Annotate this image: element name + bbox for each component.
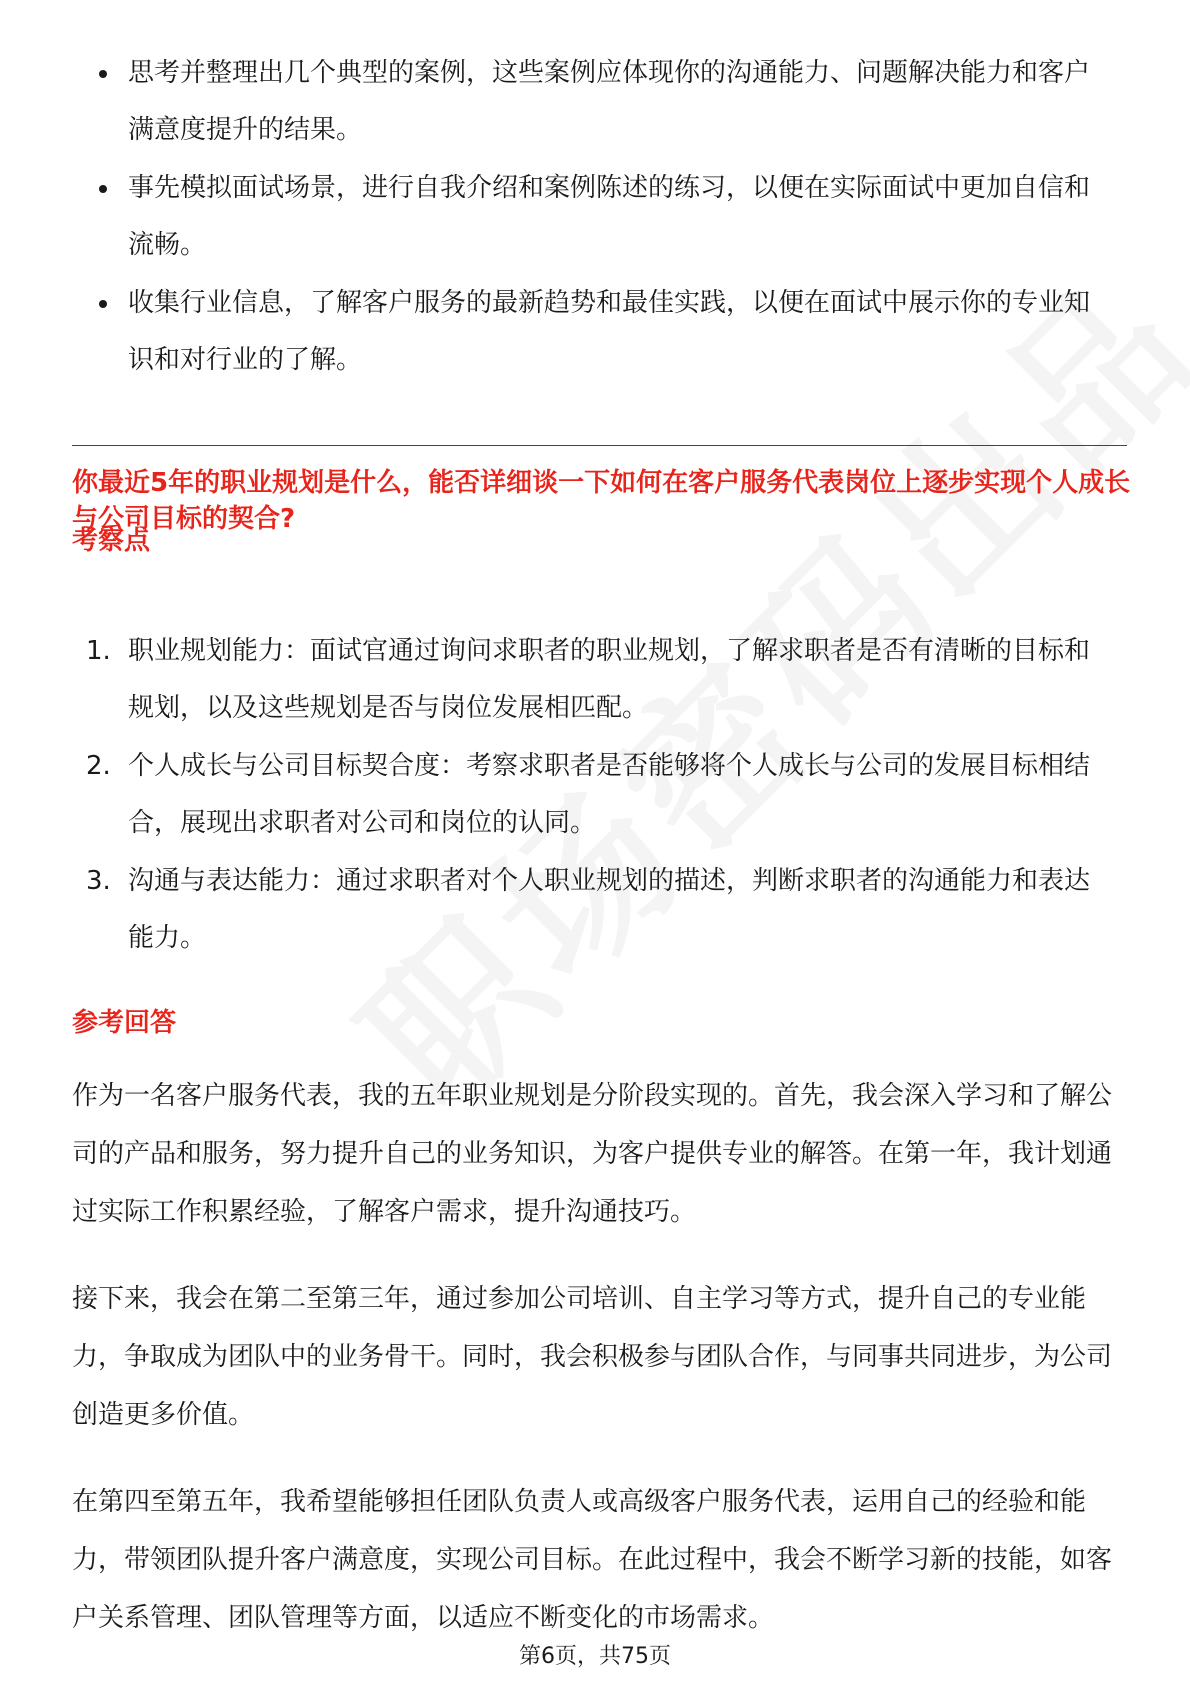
list-item-text: 事先模拟面试场景，进行自我介绍和案例陈述的练习，以便在实际面试中更加自信和流畅。 [128,173,1091,260]
list-item [0,160,1190,274]
answer-heading: 参考回答 [72,1008,177,1038]
assessment-heading: 考察点 [72,526,151,556]
answer-paragraph: 在第四至第五年，我希望能够担任团队负责人或高级客户服务代表，运用自己的经验和能力，带领团队提升客户满意度，实现公司目标。在此过程中，我会不断学习新的技能，如客户关系管理、团队管理等方面，以适应不断变化的市场需求。 [72,1487,1113,1633]
answer-paragraph: 接下来，我会在第二至第三年，通过参加公司培训、自主学习等方式，提升自己的专业能力，争取成为团队中的业务骨干。同时，我会积极参与团队合作，与同事共同进步，为公司创造更多价值。 [72,1284,1113,1430]
list-item [0,275,1190,389]
page-number: 第6页，共75页 [519,1644,671,1669]
list-item [0,738,1190,852]
assessment-list [0,623,1190,968]
bullet-icon [99,185,107,193]
list-item-text: 沟通与表达能力：通过求职者对个人职业规划的描述，判断求职者的沟通能力和表达能力。 [128,866,1091,953]
list-item [0,853,1190,967]
tips-list [0,45,1190,390]
list-item-text: 收集行业信息，了解客户服务的最新趋势和最佳实践，以便在面试中展示你的专业知识和对行业的了解。 [128,288,1091,375]
item-number: 2. [86,751,111,781]
item-number: 3. [86,866,111,896]
list-item-text: 职业规划能力：面试官通过询问求职者的职业规划，了解求职者是否有清晰的目标和规划，以及这些规划是否与岗位发展相匹配。 [128,636,1091,723]
section-divider [72,445,1127,446]
list-item-text: 个人成长与公司目标契合度：考察求职者是否能够将个人成长与公司的发展目标相结合，展现出求职者对公司和岗位的认同。 [128,751,1091,838]
list-item [0,623,1190,737]
list-item-text: 思考并整理出几个典型的案例，这些案例应体现你的沟通能力、问题解决能力和客户满意度提升的结果。 [128,58,1091,145]
answer-paragraph: 作为一名客户服务代表，我的五年职业规划是分阶段实现的。首先，我会深入学习和了解公司的产品和服务，努力提升自己的业务知识，为客户提供专业的解答。在第一年，我计划通过实际工作积累经验，了解客户需求，提升沟通技巧。 [72,1081,1113,1227]
item-number: 1. [86,636,111,666]
bullet-icon [99,70,107,78]
bullet-icon [99,300,107,308]
question-heading: 你最近5年的职业规划是什么，能否详细谈一下如何在客户服务代表岗位上逐步实现个人成长与公司目标的契合? [72,468,1131,534]
list-item [0,45,1190,159]
